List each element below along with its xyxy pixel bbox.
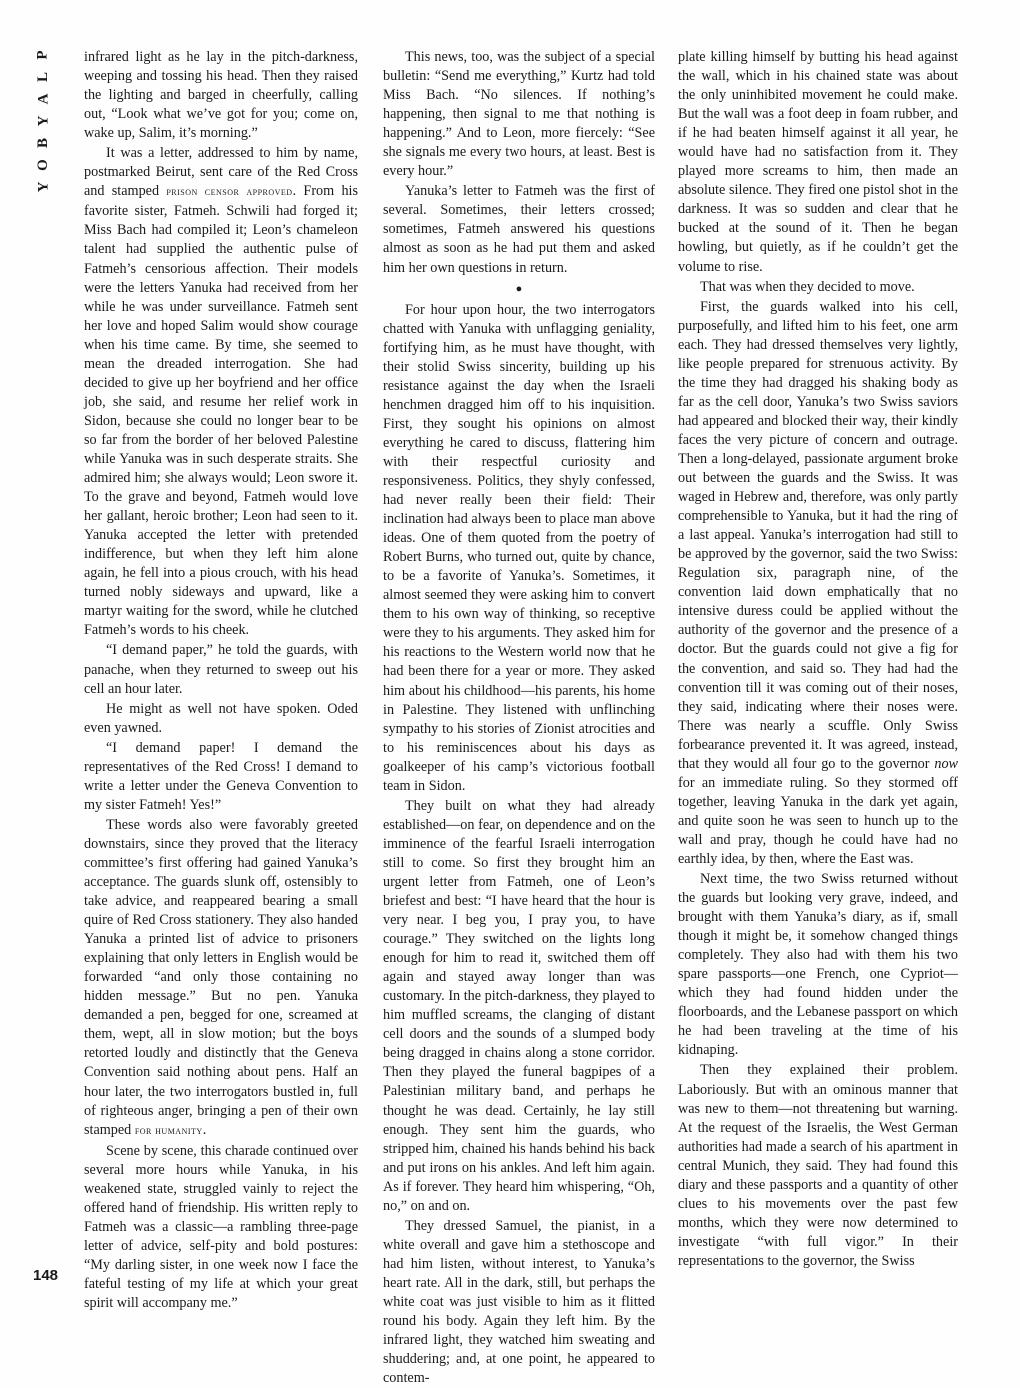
masthead-letter: B — [34, 137, 51, 149]
paragraph: “I demand paper,” he told the guards, with panache, when they returned to sweep out his cell an hour later. — [84, 642, 358, 697]
paragraph: “I demand paper! I demand the representatives of the Red Cross! I demand to write a letter under the Geneva Convention to my sister Fatmeh! Yes!” — [84, 739, 358, 813]
masthead-letter: A — [35, 93, 51, 105]
page-number: 148 — [33, 1267, 59, 1284]
paragraph: Then they explained their problem. Laboriously. But with an ominous manner that was new to them—not threatening but warning. At the request of the Israelis, the West German authorities had made a search of his apartment in central Munich, they said. They had found this diary and these passports and a quantity of other clues to his movements over the past few months, which they were now determined to investigate “with full vigor.” In their representations to the governor, the Swiss — [678, 1062, 958, 1269]
text-column-2 — [383, 48, 655, 1388]
text-column-1 — [84, 48, 358, 1313]
masthead-letter: Y — [35, 115, 51, 127]
paragraph: It was a letter, addressed to him by name, postmarked Beirut, sent care of the Red Cross and stamped prison censor approved. From his favorite sister, Fatmeh. Schwili had forged it; Miss Bach had compiled it; Leon’s chameleon talent had supplied the authentic pulse of Fatmeh’s censorious affection. Their models were the letters Yanuka had received from her while he was under surveillance. Fatmeh sent her love and hoped Salim would show courage when his time came. By time, she seemed to mean the dreaded interrogation. She had decided to give up her boyfriend and her office job, she said, and resume her relief work in Sidon, because she could no longer bear to be so far from the border of her beloved Palestine while Yanuka was in such desperate straits. She admired him; she always would; Leon swore it. To the grave and beyond, Fatmeh would love her gallant, heroic brother; Leon had seen to it. Yanuka accepted the letter with pretended indifference, but when they left him alone again, he fell into a pious crouch, with his head turned nobly sideways and upward, like a martyr waiting for the sword, while he clutched Fatmeh’s words to his cheek. — [84, 145, 359, 639]
paragraph: This news, too, was the subject of a special bulletin: “Send me everything,” Kurtz had told Miss Bach. “No silences. If nothing’s happening, then signal to me that nothing is happening.” And to Leon, more fiercely: “See she signals me every two hours, at least. Best is every hour.” — [383, 49, 655, 180]
section-separator: ● — [515, 282, 523, 295]
paragraph: plate killing himself by butting his head against the wall, which in his chained state was about the only uninhibited movement he could make. But the wall was a foot deep in foam rubber, and if he had beaten himself against it all year, he would have had no satisfaction from it. They played more screams to him, then made an absolute silence. They fired one pistol shot in the darkness. It was so sudden and clear that he bucked at the sound of it. Then he began howling, but quietly, as if he couldn’t get the volume to rise. — [678, 49, 958, 275]
text-column-3 — [678, 48, 958, 1271]
pen-stamp: for humanity — [134, 1124, 203, 1137]
masthead-letter: O — [34, 159, 51, 171]
paragraph: These words also were favorably greeted downstairs, since they proved that the literacy committee’s first offering had gained Yanuka’s acceptance. The guards slunk off, ostensibly to take advice, and reappeared bearing a small quire of Red Cross stationery. They also handed Yanuka a printed list of advice to prisoners explaining that only letters in English would be forwarded “and only those containing no hidden message.” But no pen. Yanuka demanded a pen, begged for one, screamed at them, wept, all in slow motion; but the boys retorted loudly and distinctly that the Geneva Convention said nothing about pens. Half an hour later, the two interrogators bustled in, full of righteous anger, bringing a pen of their own stamped for humanity. — [84, 816, 358, 1138]
paragraph: infrared light as he lay in the pitch-darkness, weeping and tossing his head. Then they raised the lighting and barged in cheerfully, calling out, “Look what we’ve got for you; come on, wake up, Salim, it’s morning.” — [84, 49, 358, 142]
masthead-letter: Y — [35, 181, 51, 193]
paragraph: He might as well not have spoken. Oded even yawned. — [84, 700, 358, 736]
paragraph: Next time, the two Swiss returned without the guards but looking very grave, indeed, and brought with them Yanuka’s diary, as if, small though it might be, it somehow changed things completely. They also had with them his two spare passports—one French, one Cypriot—which they had found hidden under the floorboards, and the Lebanese passport on which he had been traveling at the time of his kidnaping. — [678, 871, 958, 1059]
paragraph: That was when they decided to move. — [700, 278, 915, 295]
paragraph: For hour upon hour, the two interrogators chatted with Yanuka with unflagging geniality, fortifying him, as he must have thought, with their stolid Swiss sincerity, building up his resistance against the day when the Israeli henchmen dragged him off to his inquisition. First, they sought his opinions on almost everything he cared to discuss, flattering him with their respectful curiosity and responsiveness. Politics, they shyly confessed, had never really been their field: Their inclination had always been to place man above ideas. One of them quoted from the poetry of Robert Burns, who turned out, quite by chance, to be a favorite of Yanuka’s. Sometimes, it almost seemed they were asking him to convert them to his own way of thinking, so receptive were they to his arguments. They asked him for his reactions to the Western world now that he had been there for a year or more. They asked him about his childhood—his parents, his home in Palestine. They listened with unflinching sympathy to his stories of Zionist atrocities and to his reminiscences about his days as goalkeeper of his camp’s victorious football team in Sidon. — [383, 301, 655, 794]
paragraph: They dressed Samuel, the pianist, in a white overall and gave him a stethoscope and had him listen, without interest, to Yanuka’s heart rate. All in the dark, still, but perhaps the white coat was just visible to him as it flitted round his body. Again they left him. By the infrared light, they watched him sweating and shuddering; and, at one point, he appeared to contem- — [383, 1217, 655, 1387]
magazine-sidebar — [32, 44, 54, 198]
paragraph: They built on what they had already established—on fear, on dependence and on the imminence of the fearful Israeli interrogation still to come. So first they brought him an urgent letter from Fatmeh, one of Leon’s briefest and best: “I have heard that the hour is very near. I beg you, I pray you, to have courage.” They switched on the lights long enough for him to read it, switched them off again and stayed away longer than was customary. In the pitch-darkness, they played to him muffled screams, the clanging of distant cell doors and the sounds of a slumped body being dragged in chains along a stone corridor. Then they played the funeral bagpipes of a Palestinian military band, and perhaps he thought he was dead. Certainly, he lay still enough. They sent him the guards, who stripped him, chained his hands behind his back and put irons on his ankles. And left him again. As if forever. They heard him whispering, “Oh, no,” on and on. — [383, 797, 655, 1214]
masthead-letter: L — [34, 71, 51, 83]
masthead-letter: P — [34, 50, 51, 60]
emphasis: now — [934, 755, 958, 772]
paragraph: Scene by scene, this charade continued over several more hours while Yanuka, in his weakened state, struggled vainly to reject the offered hand of friendship. His written reply to Fatmeh was a classic—a rambling three-page letter of advice, self-pity and bold postures: “My darling sister, in one week now I face the fateful testing of my life at which your great spirit will accompany me.” — [84, 1142, 358, 1312]
paragraph: Yanuka’s letter to Fatmeh was the first of several. Sometimes, their letters crossed; sometimes, Fatmeh answered his questions almost as soon as he had put them and asked him her own questions in return. — [383, 183, 655, 276]
paragraph: First, the guards walked into his cell, purposefully, and lifted him to his feet, one arm each. They had dressed themselves very lightly, like people prepared for strenuous activity. By the time they had dragged his shaking body as far as the cell door, Yanuka’s two Swiss saviors had appeared and blocked their way, their kindly faces the very picture of concern and outrage. Then a long-delayed, passionate argument broke out between the guards and the Swiss. It was waged in Hebrew and, therefore, was only partly comprehensible to Yanuka, but it had the ring of a last appeal. Yanuka’s interrogation had still to be approved by the governor, said the two Swiss: Regulation six, paragraph nine, of the convention laid down emphatically that no intensive duress could be applied without the authority of the governor and the presence of a doctor. But the guards could not give a fig for the convention, and said so. They had had the convention till it was coming out of their noses, they said, indicating where their noses were. There was nearly a scuffle. Only Swiss forbearance prevented it. It was agreed, instead, that they would all four go to the governor now for an immediate ruling. So they stormed off together, leaving Yanuka in the dark yet again, and quite soon he was seen to hunch up to the wall and pray, though he could have had no earthly idea, by then, where the East was. — [678, 298, 958, 867]
censor-stamp: prison censor approved — [166, 186, 293, 199]
